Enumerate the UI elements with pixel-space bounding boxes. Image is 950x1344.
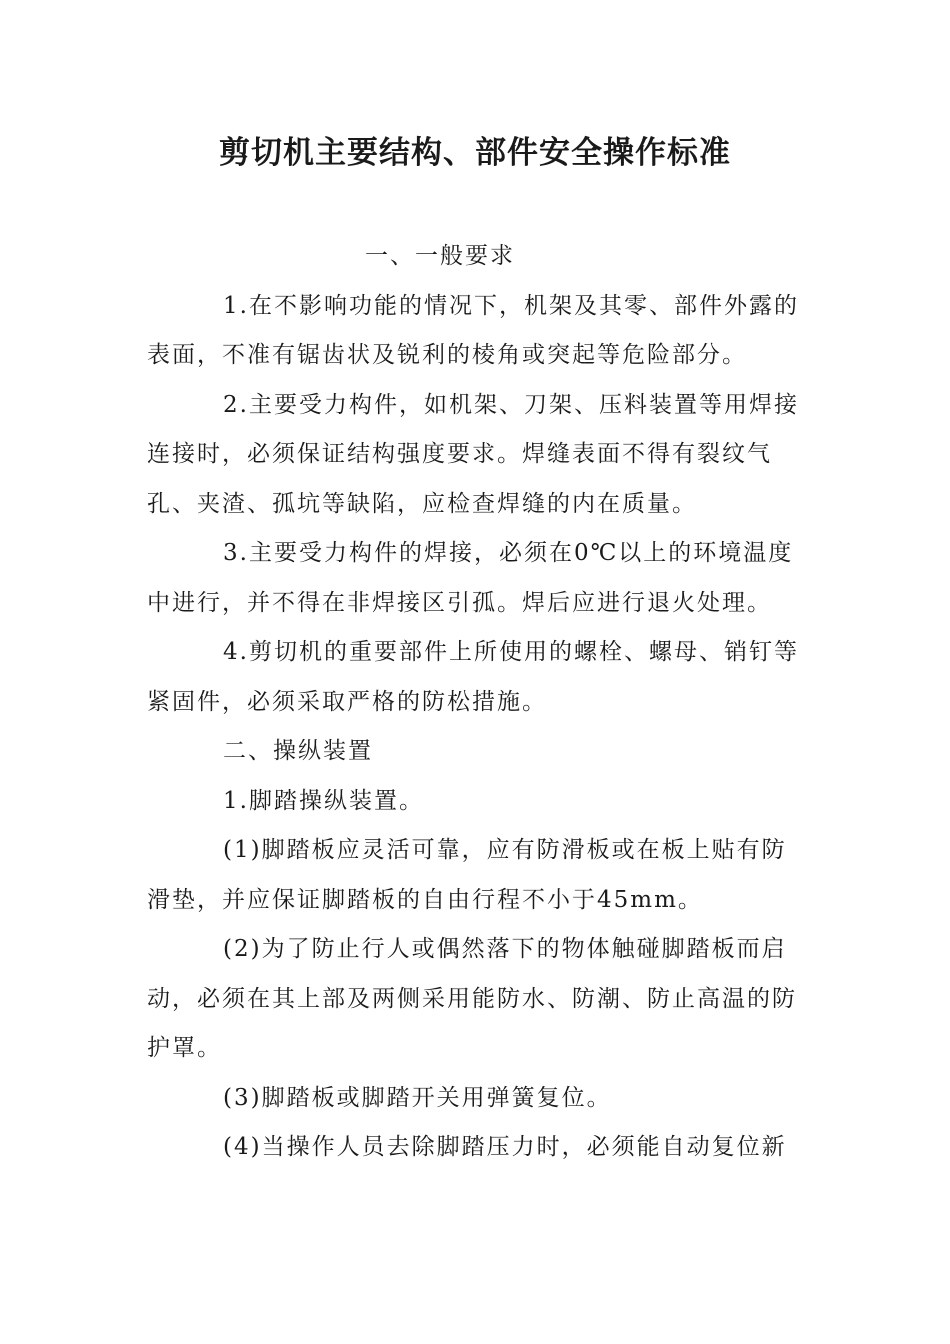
paragraph-1: 1.在不影响功能的情况下，机架及其零、部件外露的表面，不准有锯齿状及锐利的棱角或突起等危险部分。 — [147, 292, 799, 368]
paragraph-item-2: (2)为了防止行人或偶然落下的物体触碰脚踏板而启动，必须在其上部及两侧采用能防水、防潮、防止高温的防护罩。 — [147, 936, 797, 1061]
section-heading-general: 一、一般要求 — [365, 243, 515, 269]
paragraph-item-1: (1)脚踏板应灵活可靠，应有防滑板或在板上贴有防滑垫，并应保证脚踏板的自由行程不小于45mm。 — [147, 837, 787, 913]
subheading-foot-control: 1.脚踏操纵装置。 — [223, 787, 424, 814]
paragraph-item-3: (3)脚踏板或脚踏开关用弹簧复位。 — [223, 1084, 612, 1111]
paragraph-2: 2.主要受力构件，如机架、刀架、压料装置等用焊接连接时，必须保证结构强度要求。焊缝表面不得有裂纹气孔、夹渣、孤坑等缺陷，应检查焊缝的内在质量。 — [147, 391, 799, 517]
document-body — [147, 232, 807, 1173]
document-title: 剪切机主要结构、部件安全操作标准 — [219, 135, 731, 171]
section-heading-controls: 二、操纵装置 — [223, 738, 373, 764]
paragraph-3: 3.主要受力构件的焊接，必须在0℃以上的环境温度中进行，并不得在非焊接区引孤。焊后应进行退火处理。 — [147, 540, 794, 616]
paragraph-item-4: (4)当操作人员去除脚踏压力时，必须能自动复位新 — [223, 1134, 787, 1160]
paragraph-4: 4.剪切机的重要部件上所使用的螺栓、螺母、销钉等紧固件，必须采取严格的防松措施。 — [147, 639, 799, 715]
